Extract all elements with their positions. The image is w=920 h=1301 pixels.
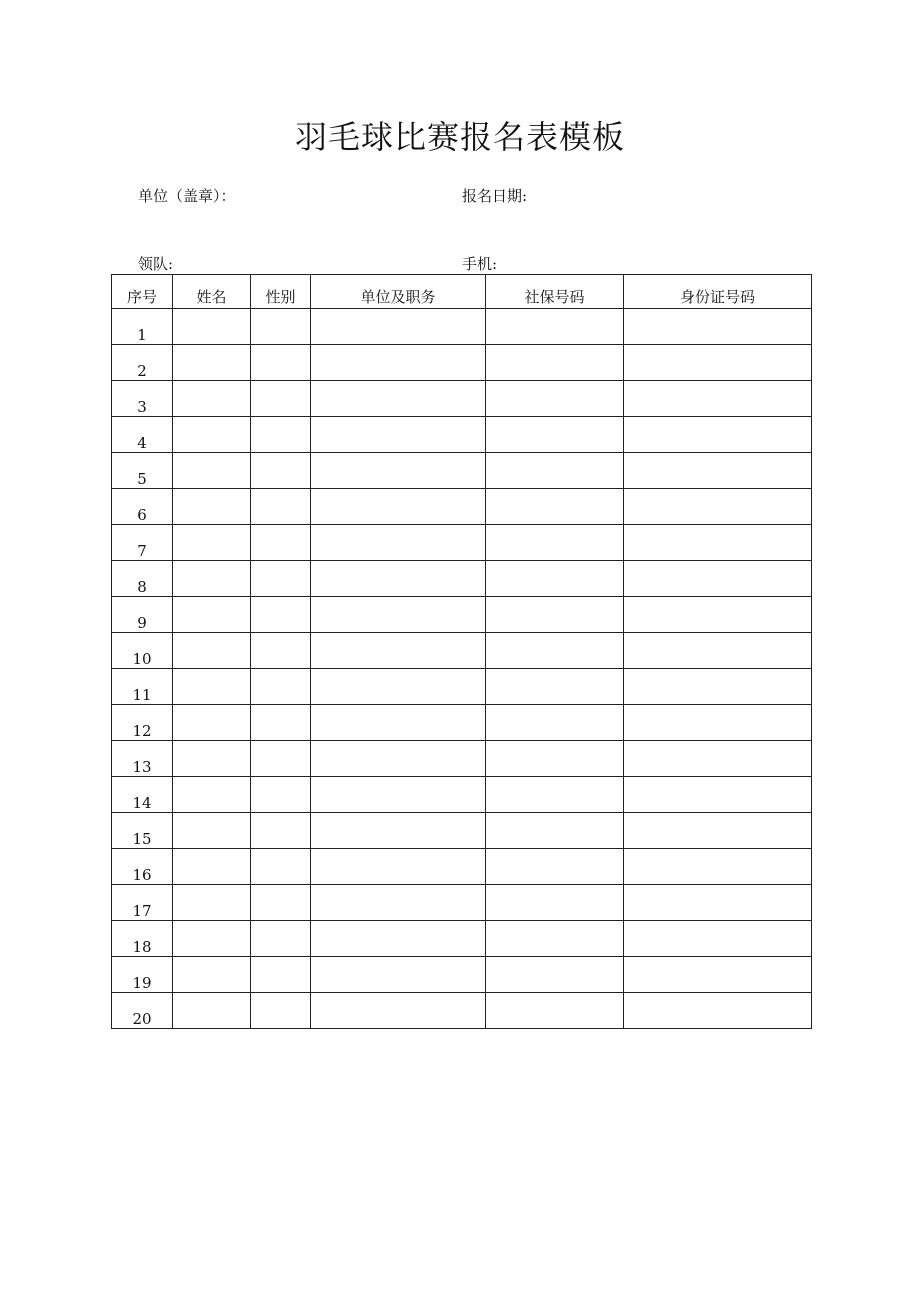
id-number-cell[interactable]: [624, 705, 812, 741]
unit-position-cell[interactable]: [311, 813, 486, 849]
row-index: 3: [112, 381, 173, 417]
name-cell[interactable]: [173, 885, 251, 921]
name-cell[interactable]: [173, 597, 251, 633]
unit-position-cell[interactable]: [311, 525, 486, 561]
gender-cell[interactable]: [251, 993, 311, 1029]
unit-position-cell[interactable]: [311, 633, 486, 669]
row-index: 11: [112, 669, 173, 705]
gender-cell[interactable]: [251, 957, 311, 993]
social-security-cell[interactable]: [486, 309, 624, 345]
gender-cell[interactable]: [251, 345, 311, 381]
row-index: 12: [112, 705, 173, 741]
row-index: 2: [112, 345, 173, 381]
social-security-cell[interactable]: [486, 705, 624, 741]
unit-position-cell[interactable]: [311, 741, 486, 777]
table-row: [112, 309, 812, 345]
date-label: 报名日期:: [462, 187, 528, 205]
gender-cell[interactable]: [251, 669, 311, 705]
id-number-cell[interactable]: [624, 489, 812, 525]
social-security-cell[interactable]: [486, 417, 624, 453]
unit-position-cell[interactable]: [311, 885, 486, 921]
gender-cell[interactable]: [251, 417, 311, 453]
row-index: 20: [112, 993, 173, 1029]
unit-position-cell[interactable]: [311, 417, 486, 453]
table-row: [112, 993, 812, 1029]
unit-position-cell[interactable]: [311, 669, 486, 705]
table-row: [112, 777, 812, 813]
header-id-number: 身份证号码: [624, 275, 812, 309]
table-row: [112, 741, 812, 777]
table-row: [112, 597, 812, 633]
header-name: 姓名: [173, 275, 251, 309]
unit-position-cell[interactable]: [311, 777, 486, 813]
social-security-cell[interactable]: [486, 813, 624, 849]
row-index: 13: [112, 741, 173, 777]
unit-position-cell[interactable]: [311, 489, 486, 525]
id-number-cell[interactable]: [624, 417, 812, 453]
table-row: [112, 561, 812, 597]
id-number-cell[interactable]: [624, 777, 812, 813]
name-cell[interactable]: [173, 921, 251, 957]
gender-cell[interactable]: [251, 777, 311, 813]
table-row: [112, 669, 812, 705]
gender-cell[interactable]: [251, 381, 311, 417]
table-row: [112, 381, 812, 417]
row-index: 5: [112, 453, 173, 489]
unit-position-cell[interactable]: [311, 921, 486, 957]
gender-cell[interactable]: [251, 741, 311, 777]
social-security-cell[interactable]: [486, 345, 624, 381]
row-index: 10: [112, 633, 173, 669]
unit-position-cell[interactable]: [311, 993, 486, 1029]
row-index: 4: [112, 417, 173, 453]
name-cell[interactable]: [173, 705, 251, 741]
row-index: 16: [112, 849, 173, 885]
social-security-cell[interactable]: [486, 849, 624, 885]
table-row: [112, 417, 812, 453]
name-cell[interactable]: [173, 813, 251, 849]
leader-label: 领队:: [138, 255, 174, 273]
id-number-cell[interactable]: [624, 669, 812, 705]
phone-label: 手机:: [462, 255, 498, 273]
row-index: 7: [112, 525, 173, 561]
name-cell[interactable]: [173, 525, 251, 561]
unit-position-cell[interactable]: [311, 705, 486, 741]
unit-position-cell[interactable]: [311, 345, 486, 381]
unit-position-cell[interactable]: [311, 381, 486, 417]
unit-position-cell[interactable]: [311, 957, 486, 993]
gender-cell[interactable]: [251, 525, 311, 561]
id-number-cell[interactable]: [624, 993, 812, 1029]
social-security-cell[interactable]: [486, 957, 624, 993]
table-row: [112, 705, 812, 741]
table-row: [112, 849, 812, 885]
header-social-security: 社保号码: [486, 275, 624, 309]
name-cell[interactable]: [173, 741, 251, 777]
unit-position-cell[interactable]: [311, 309, 486, 345]
row-index: 18: [112, 921, 173, 957]
row-index: 14: [112, 777, 173, 813]
id-number-cell[interactable]: [624, 741, 812, 777]
social-security-cell[interactable]: [486, 633, 624, 669]
row-index: 6: [112, 489, 173, 525]
unit-position-cell[interactable]: [311, 453, 486, 489]
table-row: [112, 813, 812, 849]
table-row: [112, 345, 812, 381]
social-security-cell[interactable]: [486, 525, 624, 561]
id-number-cell[interactable]: [624, 309, 812, 345]
table-header-row: [112, 275, 812, 309]
table-row: [112, 921, 812, 957]
social-security-cell[interactable]: [486, 669, 624, 705]
social-security-cell[interactable]: [486, 777, 624, 813]
social-security-cell[interactable]: [486, 597, 624, 633]
id-number-cell[interactable]: [624, 633, 812, 669]
id-number-cell[interactable]: [624, 957, 812, 993]
gender-cell[interactable]: [251, 309, 311, 345]
name-cell[interactable]: [173, 849, 251, 885]
id-number-cell[interactable]: [624, 345, 812, 381]
social-security-cell[interactable]: [486, 561, 624, 597]
unit-position-cell[interactable]: [311, 849, 486, 885]
name-cell[interactable]: [173, 669, 251, 705]
table-row: [112, 957, 812, 993]
id-number-cell[interactable]: [624, 525, 812, 561]
id-number-cell[interactable]: [624, 453, 812, 489]
gender-cell[interactable]: [251, 597, 311, 633]
id-number-cell[interactable]: [624, 561, 812, 597]
gender-cell[interactable]: [251, 489, 311, 525]
id-number-cell[interactable]: [624, 885, 812, 921]
name-cell[interactable]: [173, 561, 251, 597]
row-index: 8: [112, 561, 173, 597]
gender-cell[interactable]: [251, 453, 311, 489]
unit-label: 单位（盖章）：: [138, 187, 236, 205]
gender-cell[interactable]: [251, 561, 311, 597]
social-security-cell[interactable]: [486, 453, 624, 489]
unit-position-cell[interactable]: [311, 561, 486, 597]
table-row: [112, 489, 812, 525]
registration-table: [111, 274, 812, 1029]
name-cell[interactable]: [173, 633, 251, 669]
social-security-cell[interactable]: [486, 885, 624, 921]
page-title: 羽毛球比赛报名表模板: [294, 118, 625, 156]
table-row: [112, 525, 812, 561]
gender-cell[interactable]: [251, 813, 311, 849]
header-unit-position: 单位及职务: [311, 275, 486, 309]
social-security-cell[interactable]: [486, 741, 624, 777]
name-cell[interactable]: [173, 777, 251, 813]
gender-cell[interactable]: [251, 885, 311, 921]
gender-cell[interactable]: [251, 849, 311, 885]
social-security-cell[interactable]: [486, 993, 624, 1029]
name-cell[interactable]: [173, 993, 251, 1029]
name-cell[interactable]: [173, 381, 251, 417]
row-index: 1: [112, 309, 173, 345]
name-cell[interactable]: [173, 345, 251, 381]
row-index: 15: [112, 813, 173, 849]
social-security-cell[interactable]: [486, 381, 624, 417]
row-index: 9: [112, 597, 173, 633]
header-gender: 性别: [251, 275, 311, 309]
gender-cell[interactable]: [251, 705, 311, 741]
id-number-cell[interactable]: [624, 813, 812, 849]
social-security-cell[interactable]: [486, 921, 624, 957]
name-cell[interactable]: [173, 489, 251, 525]
id-number-cell[interactable]: [624, 597, 812, 633]
row-index: 19: [112, 957, 173, 993]
name-cell[interactable]: [173, 957, 251, 993]
name-cell[interactable]: [173, 309, 251, 345]
table-row: [112, 453, 812, 489]
gender-cell[interactable]: [251, 921, 311, 957]
id-number-cell[interactable]: [624, 849, 812, 885]
row-index: 17: [112, 885, 173, 921]
header-index: 序号: [112, 275, 173, 309]
name-cell[interactable]: [173, 453, 251, 489]
table-row: [112, 885, 812, 921]
name-cell[interactable]: [173, 417, 251, 453]
social-security-cell[interactable]: [486, 489, 624, 525]
gender-cell[interactable]: [251, 633, 311, 669]
unit-position-cell[interactable]: [311, 597, 486, 633]
id-number-cell[interactable]: [624, 921, 812, 957]
id-number-cell[interactable]: [624, 381, 812, 417]
table-row: [112, 633, 812, 669]
